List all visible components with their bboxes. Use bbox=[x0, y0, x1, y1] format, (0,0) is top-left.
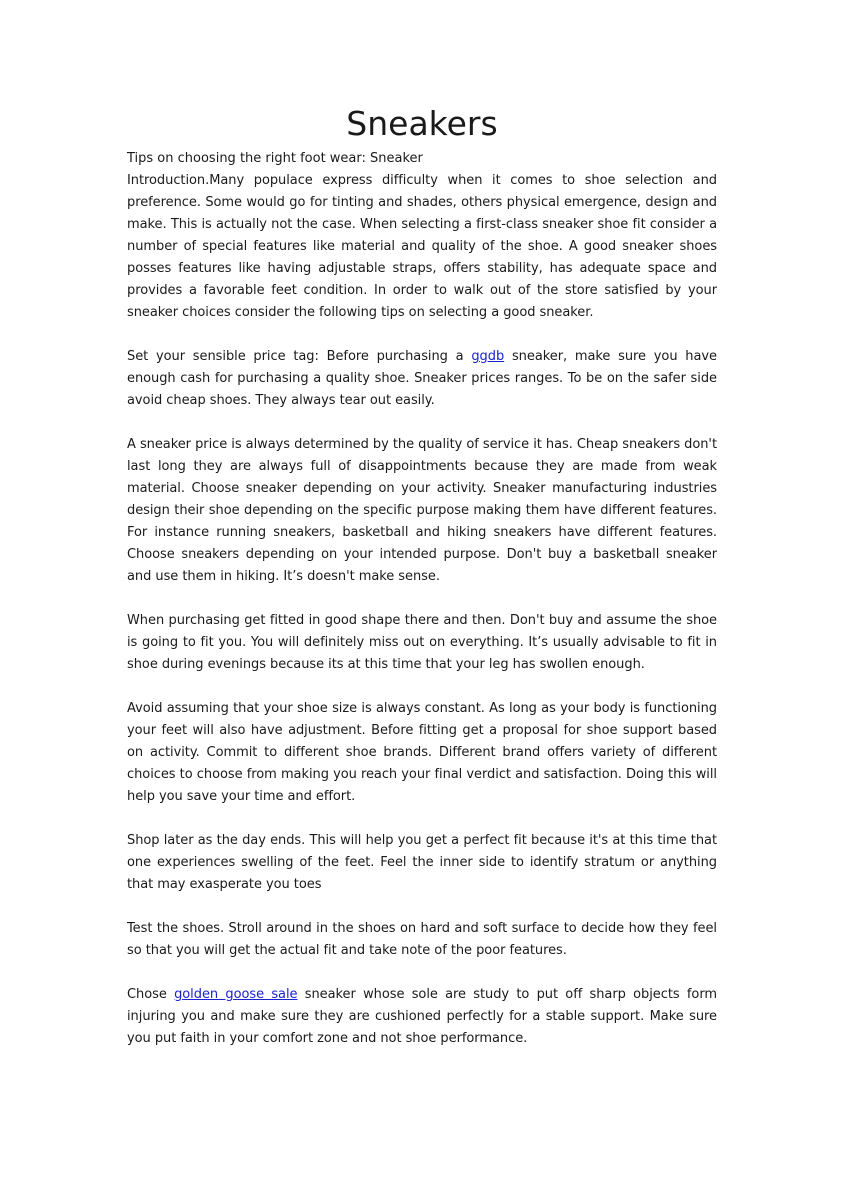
ggdb-link[interactable]: ggdb bbox=[471, 349, 505, 364]
price-tag-text-before: Set your sensible price tag: Before purchasing a bbox=[127, 349, 472, 364]
golden-goose-sale-link[interactable]: golden goose sale bbox=[174, 987, 298, 1002]
sole-text-before: Chose bbox=[127, 987, 175, 1002]
document-page bbox=[127, 102, 717, 1072]
fitting-paragraph: When purchasing get fitted in good shape there and then. Don't buy and assume the shoe is going to fit you. You will definitely miss out on everything. It’s usually advisable to fit in shoe during evenings because its at this time that your leg has swollen enough. bbox=[127, 613, 717, 672]
shop-later-paragraph: Shop later as the day ends. This will help you get a perfect fit because it's at this time that one experiences swelling of the feet. Feel the inner side to identify stratum or anything that may exasperate you toes bbox=[127, 833, 717, 892]
intro-paragraph: Introduction.Many populace express difficulty when it comes to shoe selection and preference. Some would go for tinting and shades, others physical emergence, design and make. This is actually not the case. When selecting a first-class sneaker shoe fit consider a number of special features like material and quality of the shoe. A good sneaker shoes posses features like having adjustable straps, offers stability, has adequate space and provides a favorable feet condition. In order to walk out of the store satisfied by your sneaker choices consider the following tips on selecting a good sneaker. bbox=[127, 173, 717, 320]
price-tag-text-after: sneaker, make sure you have enough cash for purchasing a quality shoe. Sneaker prices ranges. To be on the safer side avoid cheap shoes. They always tear out easily. bbox=[127, 349, 717, 408]
test-shoes-paragraph: Test the shoes. Stroll around in the shoes on hard and soft surface to decide how they feel so that you will get the actual fit and take note of the poor features. bbox=[127, 921, 717, 958]
sole-text-after: sneaker whose sole are study to put off sharp objects form injuring you and make sure they are cushioned perfectly for a stable support. Make sure you put faith in your comfort zone and not shoe performance. bbox=[127, 987, 717, 1046]
price-tag-paragraph bbox=[127, 346, 717, 412]
page-title: Sneakers bbox=[346, 104, 498, 143]
quality-paragraph: A sneaker price is always determined by the quality of service it has. Cheap sneakers don't last long they are always full of disappointments because they are made from weak material. Choose sneaker depending on your activity. Sneaker manufacturing industries design their shoe depending on the specific purpose making them have different features. For instance running sneakers, basketball and hiking sneakers have different features. Choose sneakers depending on your intended purpose. Don't buy a basketball sneaker and use them in hiking. It’s doesn't make sense. bbox=[127, 437, 717, 584]
page-subtitle: Tips on choosing the right foot wear: Sneaker bbox=[127, 151, 423, 166]
sole-paragraph bbox=[127, 984, 717, 1050]
shoe-size-paragraph: Avoid assuming that your shoe size is always constant. As long as your body is functioning your feet will also have adjustment. Before fitting get a proposal for shoe support based on activity. Commit to different shoe brands. Different brand offers variety of different choices to choose from making you reach your final verdict and satisfaction. Doing this will help you save your time and effort. bbox=[127, 701, 717, 804]
